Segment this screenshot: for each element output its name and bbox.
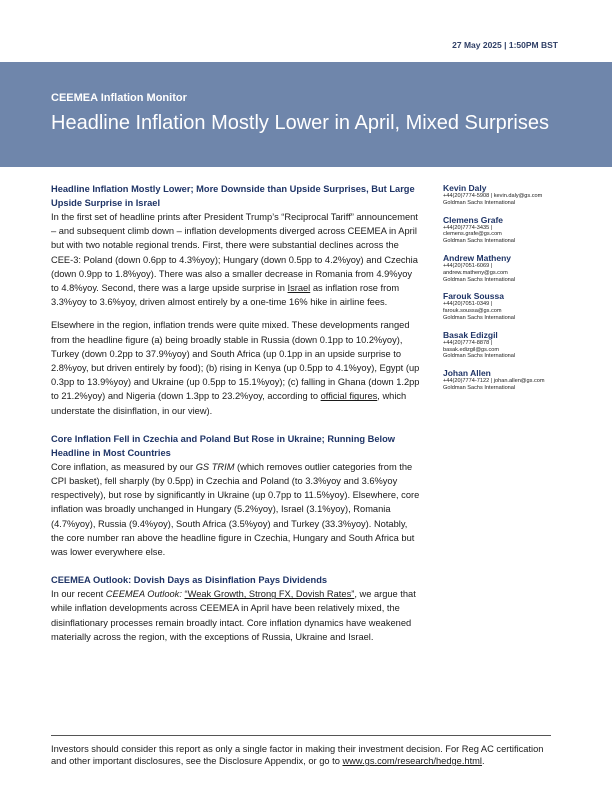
author-entry	[443, 183, 573, 207]
body-paragraph: In our recent CEEMEA Outlook: “Weak Growth, Strong FX, Dovish Rates”, we argue that while inflation developments across CEEMEA in April have been relatively mixed, the disinflationary processes remain broadly intact. Core inflation dynamics have weakened materially across the region, with the exceptions of Russia, Ukraine and Israel.	[51, 589, 416, 642]
outlook-series-name: CEEMEA Outlook:	[105, 589, 182, 600]
author-name: Kevin Daly	[443, 183, 487, 193]
author-phone: +44(20)7774-3435 |	[443, 224, 493, 231]
author-email[interactable]: farouk.soussa@gs.com	[443, 308, 502, 315]
author-name: Farouk Soussa	[443, 291, 504, 302]
author-name: Andrew Matheny	[443, 252, 512, 263]
body-paragraph: Core inflation, as measured by our GS TRIM (which removes outlier categories from the CPI basket), fell sharply (by 0.5pp) in Czechia and Poland (to 3.3%yoy and 3.6%yoy respectively), but rose by significantly in Ukraine (up 0.7pp to 11.5%yoy). Elsewhere, core inflation was broadly unchanged in Hungary (5.2%yoy), Israel (3.1%yoy), Romania (4.7%yoy), Russia (9.4%yoy), South Africa (3.5%yoy) and Turkey (33.3%yoy). Notably, the core number ran above the headline figure in Czechia, Hungary and South Africa but was lower everywhere else.	[51, 461, 420, 558]
author-firm: Goldman Sachs International	[443, 238, 516, 245]
author-phone: +44(20)7774-8878 |	[443, 339, 493, 346]
section-heading-outlook: CEEMEA Outlook: Dovish Days as Disinflation Pays Dividends	[51, 575, 328, 586]
main-body	[51, 182, 421, 644]
author-name: Clemens Grafe	[443, 214, 503, 225]
author-entry	[443, 330, 573, 360]
author-contact[interactable]: +44(20)7774-5908 | kevin.daly@gs.com	[443, 193, 543, 199]
report-date: 27 May 2025 | 1:50PM BST	[452, 40, 558, 50]
author-name: Johan Allen	[443, 368, 491, 379]
israel-link[interactable]: Israel	[287, 283, 311, 294]
authors-list	[443, 183, 573, 400]
author-entry	[443, 368, 573, 392]
author-name: Basak Edizgil	[443, 329, 498, 340]
author-phone: +44(20)7051-6069 |	[443, 262, 493, 269]
author-firm: Goldman Sachs International	[443, 314, 516, 321]
disclosure-text: Investors should consider this report as only a single factor in making their investment decision. For Reg AC certification and other important disclosures, see the Disclosure Appendix, or go to www.gs.com/research/hedge.html.	[51, 744, 544, 766]
author-firm: Goldman Sachs International	[443, 276, 516, 283]
author-firm: Goldman Sachs International	[443, 384, 516, 391]
gs-trim-term: GS TRIM	[195, 461, 235, 472]
disclosure-footer	[51, 735, 551, 767]
author-entry	[443, 253, 573, 283]
author-contact[interactable]: +44(20)7774-7122 | johan.allen@gs.com	[443, 378, 545, 385]
section-heading-core: Core Inflation Fell in Czechia and Poland But Rose in Ukraine; Running Below Headline in Most Countries	[51, 433, 396, 458]
author-entry	[443, 215, 573, 245]
body-paragraph: In the first set of headline prints after President Trump’s “Reciprocal Tariff” announcement – and subsequent climb down – inflation developments diverged across CEEMEA in April but with two notable regional trends. First, there were substantial declines across the CEE-3: Poland (down 0.6pp to 4.3%yoy); Hungary (down 0.5pp to 4.2%yoy) and Czechia (down 0.9pp to 1.8%yoy). There was also a smaller decrease in Romania from 4.9%yoy to 4.8%yoy. Second, there was a large upside surprise in Israel as inflation rose from 3.3%yoy to 3.6%yoy, driven almost entirely by a one-time 16% hike in airline fees.	[51, 212, 418, 308]
body-paragraph: Elsewhere in the region, inflation trends were quite mixed. These developments ranged from the headline figure (a) being broadly stable in Russia (down 0.1pp to 10.2%yoy), Turkey (down 0.2pp to 37.9%yoy) and South Africa (up 0.1pp in an upside surprise to 2.8%yoy, but driven entirely by food); (b) rising in Kenya (up 0.5pp to 4.1%yoy), Egypt (up 0.3pp to 13.9%yoy) and Ukraine (up 0.5pp to 15.1%yoy); (c) falling in Ghana (down 1.2pp to 21.2%yoy) and Nigeria (down 1.3pp to 23.2%yoy, according to official figures, which understate the disinflation, in our view).	[51, 320, 420, 416]
report-title: Headline Inflation Mostly Lower in April, Mixed Surprises	[51, 112, 549, 134]
author-email[interactable]: andrew.matheny@gs.com	[443, 269, 508, 276]
author-firm: Goldman Sachs International	[443, 353, 516, 360]
report-series: CEEMEA Inflation Monitor	[51, 92, 187, 104]
title-banner	[0, 62, 612, 167]
author-firm: Goldman Sachs International	[443, 199, 516, 206]
author-entry	[443, 291, 573, 321]
author-phone: +44(20)7051-0349 |	[443, 301, 493, 308]
author-email[interactable]: clemens.grafe@gs.com	[443, 231, 502, 238]
outlook-report-link[interactable]: “Weak Growth, Strong FX, Dovish Rates”	[184, 589, 355, 600]
disclosure-link[interactable]: www.gs.com/research/hedge.html	[342, 756, 482, 766]
author-email[interactable]: basak.edizgil@gs.com	[443, 346, 500, 353]
official-figures-link[interactable]: official figures	[320, 391, 378, 402]
section-heading-headline: Headline Inflation Mostly Lower; More Downside than Upside Surprises, But Large Upside Surprise in Israel	[51, 184, 415, 208]
